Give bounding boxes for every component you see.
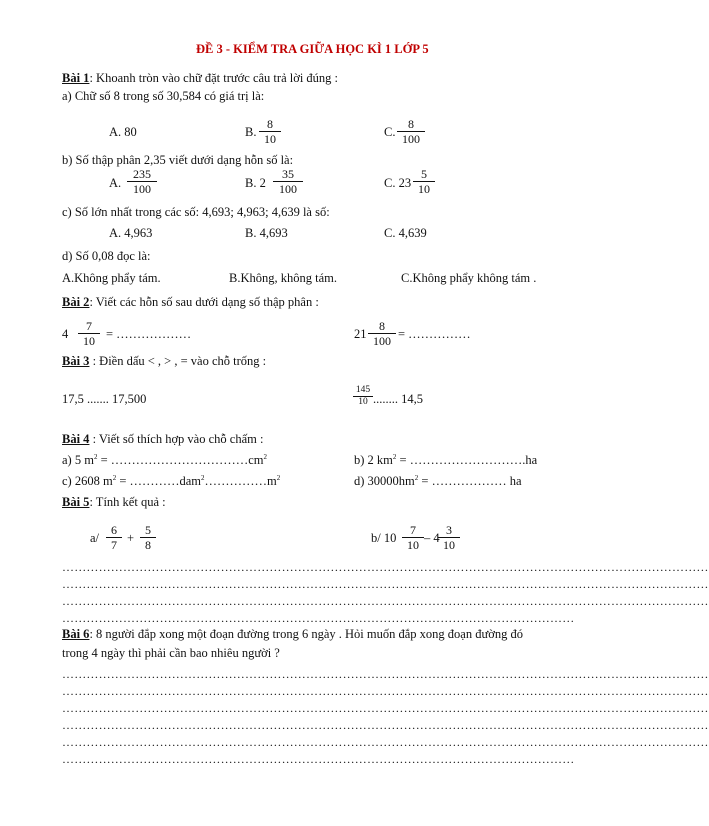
numerator: 8 [368, 319, 396, 334]
denominator: 100 [133, 182, 151, 196]
denominator: 10 [407, 538, 419, 552]
numerator: 8 [259, 117, 281, 132]
bai4-b-prefix: b) 2 km [354, 453, 393, 468]
answer-line[interactable]: …………………………………………………………………………………………………………………………………………… [62, 735, 709, 749]
bai5-b-fraction1 [402, 523, 424, 552]
sup: 2 [93, 453, 98, 461]
numerator: 7 [78, 319, 100, 334]
bai1-heading [62, 71, 338, 86]
bai6-text: : 8 người đắp xong một đoạn đường trong 6 ngày . Hỏi muốn đắp xong đoạn đường đó [89, 627, 523, 641]
denominator: 10 [418, 182, 430, 196]
bai5-b-fraction2 [438, 523, 460, 552]
bai2-p1-fraction [78, 319, 100, 348]
bai1-b-option-a-fraction [127, 167, 157, 196]
answer-line[interactable]: …………………………………………………………………………………………………………………………………………… [62, 577, 709, 591]
bai1-text: : Khoanh tròn vào chữ đặt trước câu trả lời đúng : [89, 71, 339, 85]
bai4-c [62, 474, 280, 489]
bai1-b-option-b: B. 2 [245, 176, 266, 190]
denominator: 8 [145, 538, 151, 552]
bai1-c-option-a: A. 4,963 [109, 226, 153, 240]
bai4-b [354, 453, 537, 468]
denominator: 10 [264, 132, 276, 146]
bai4-heading [62, 432, 263, 447]
bai1-a-option-b: B. [245, 125, 257, 139]
bai4-label: Bài 4 [62, 432, 90, 446]
sup: 2 [414, 474, 419, 482]
sup: 2 [263, 453, 268, 461]
bai2-p2-fraction [368, 319, 396, 348]
numerator: 6 [106, 523, 122, 538]
bai4-c-prefix: c) 2608 m [62, 474, 113, 489]
bai2-label: Bài 2 [62, 295, 90, 309]
numerator: 3 [438, 523, 460, 538]
bai1-c-option-b: B. 4,693 [245, 226, 288, 240]
bai3-label: Bài 3 [62, 354, 90, 368]
sup: 2 [392, 453, 397, 461]
denominator: 7 [111, 538, 117, 552]
bai3-right-fraction [353, 385, 373, 408]
bai3-left-compare: 17,5 ....... 17,500 [62, 392, 147, 406]
bai1-a-option-a: A. 80 [109, 125, 137, 139]
bai2-p2-whole: 21 [354, 327, 367, 341]
denominator: 10 [443, 538, 455, 552]
numerator: 235 [127, 167, 157, 182]
answer-line[interactable]: …………………………………………………………………………………………………………………………………………… [62, 560, 709, 574]
numerator: 145 [353, 385, 373, 397]
bai4-d [354, 474, 522, 489]
bai1-d-option-a: A.Không phẩy tám. [62, 271, 161, 285]
bai1-a-option-c-fraction [397, 117, 425, 146]
bai1-c-question: c) Số lớn nhất trong các số: 4,693; 4,963; 4,639 là số: [62, 205, 330, 219]
bai6-text2: trong 4 ngày thì phải cần bao nhiêu người ? [62, 646, 280, 660]
sup: 2 [201, 474, 205, 482]
bai1-label: Bài 1 [62, 71, 90, 85]
bai1-b-question: b) Số thập phân 2,35 viết dưới dạng hỗn số là: [62, 153, 294, 167]
numerator: 7 [402, 523, 424, 538]
bai2-p2-answer: = …………… [398, 327, 471, 341]
answer-line[interactable]: ……………………………………………………………………………………………………………… [62, 752, 575, 766]
denominator: 10 [83, 334, 95, 348]
bai1-a-option-c: C. [384, 125, 396, 139]
bai1-d-option-c: C.Không phẩy không tám . [401, 271, 537, 285]
denominator: 10 [358, 397, 368, 407]
bai3-text: : Điền dấu < , > , = vào chỗ trống : [89, 354, 267, 368]
bai1-a-question: a) Chữ số 8 trong số 30,584 có giá trị là: [62, 89, 265, 103]
sup: 2 [112, 474, 117, 482]
bai4-a [62, 453, 267, 468]
denominator: 100 [373, 334, 391, 348]
bai4-b-blank: = ……………………….ha [396, 453, 538, 468]
bai5-a-fraction1 [106, 523, 122, 552]
bai2-p1-answer: = ……………… [106, 327, 192, 341]
bai5-b-label: b/ 10 [371, 531, 397, 545]
bai4-c-blank2: ……………m [204, 474, 277, 489]
bai1-b-option-a: A. [109, 176, 122, 190]
answer-line[interactable]: …………………………………………………………………………………………………………………………………………… [62, 718, 709, 732]
bai5-a-label: a/ [90, 531, 100, 545]
numerator: 5 [140, 523, 156, 538]
bai6-heading [62, 627, 523, 642]
numerator: 8 [397, 117, 425, 132]
bai5-a-fraction2 [140, 523, 156, 552]
bai4-c-blank1: = …………dam [116, 474, 202, 489]
bai6-label: Bài 6 [62, 627, 90, 641]
numerator: 5 [413, 167, 435, 182]
page-title: ĐỀ 3 - KIỂM TRA GIỮA HỌC KÌ 1 LỚP 5 [196, 42, 429, 56]
bai1-b-option-c: C. 23 [384, 176, 412, 190]
bai4-a-blank: = ……………………………cm [97, 453, 264, 468]
answer-line[interactable]: ……………………………………………………………………………………………………………… [62, 611, 575, 625]
answer-line[interactable]: …………………………………………………………………………………………………………………………………………… [62, 684, 709, 698]
bai1-b-option-c-fraction [413, 167, 435, 196]
sup: 2 [276, 474, 281, 482]
bai1-c-option-c: C. 4,639 [384, 226, 427, 240]
bai5-heading [62, 495, 166, 510]
denominator: 100 [279, 182, 297, 196]
bai2-p1-whole: 4 [62, 327, 69, 341]
numerator: 35 [273, 167, 303, 182]
answer-line[interactable]: …………………………………………………………………………………………………………………………………………… [62, 667, 709, 681]
bai4-d-blank: = ……………… ha [418, 474, 522, 489]
bai5-a-plus: + [127, 531, 135, 545]
bai4-d-prefix: d) 30000hm [354, 474, 415, 489]
bai5-b-minus: – 4 [424, 531, 440, 545]
bai1-d-question: d) Số 0,08 đọc là: [62, 249, 151, 263]
bai2-heading [62, 295, 319, 310]
bai1-a-option-b-fraction [259, 117, 281, 146]
denominator: 100 [402, 132, 420, 146]
bai1-b-option-b-fraction [273, 167, 303, 196]
bai5-text: : Tính kết quả : [89, 495, 166, 509]
bai3-right-compare: ........ 14,5 [373, 392, 423, 406]
bai4-a-prefix: a) 5 m [62, 453, 94, 468]
bai1-d-option-b: B.Không, không tám. [229, 271, 337, 285]
bai3-heading [62, 354, 266, 369]
answer-line[interactable]: …………………………………………………………………………………………………………………………………………… [62, 594, 709, 608]
bai5-label: Bài 5 [62, 495, 90, 509]
bai2-text: : Viết các hỗn số sau dưới dạng số thập phân : [89, 295, 319, 309]
bai4-text: : Viết số thích hợp vào chỗ chấm : [89, 432, 264, 446]
answer-line[interactable]: …………………………………………………………………………………………………………………………………………… [62, 701, 709, 715]
